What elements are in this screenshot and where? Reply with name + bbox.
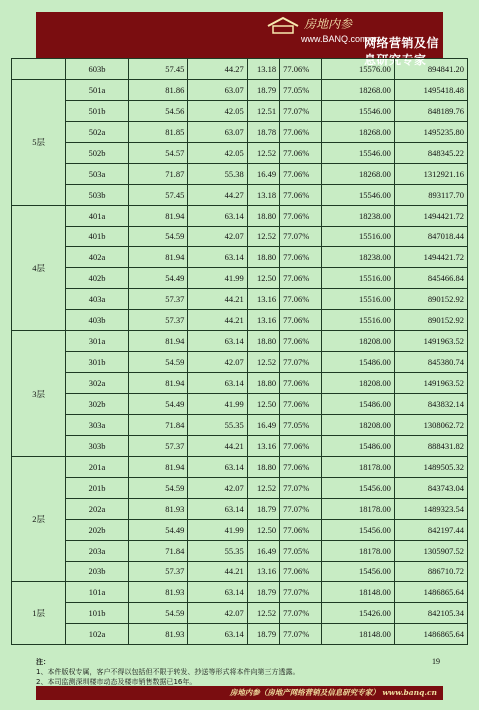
ratio-cell: 77.06% — [280, 59, 322, 80]
shared-area-cell: 12.50 — [247, 268, 279, 289]
shared-area-cell: 18.80 — [247, 247, 279, 268]
price-cell: 18238.00 — [321, 247, 394, 268]
note-line-1: 1、本件版权专属，客户不得以包括但不限于转发、抄送等形式将本件向第三方透露。 — [36, 668, 300, 676]
ratio-cell: 77.06% — [280, 184, 322, 205]
usable-area-cell: 42.07 — [188, 477, 247, 498]
unit-cell: 303b — [66, 435, 129, 456]
price-cell: 18178.00 — [321, 540, 394, 561]
area-cell: 57.45 — [128, 184, 187, 205]
shared-area-cell: 18.79 — [247, 582, 279, 603]
shared-area-cell: 16.49 — [247, 163, 279, 184]
table-row — [12, 331, 468, 352]
shared-area-cell: 12.52 — [247, 142, 279, 163]
unit-cell: 503a — [66, 163, 129, 184]
shared-area-cell: 13.16 — [247, 435, 279, 456]
table-row — [12, 519, 468, 540]
area-cell: 81.94 — [128, 205, 187, 226]
ratio-cell: 77.06% — [280, 331, 322, 352]
price-cell: 15456.00 — [321, 519, 394, 540]
usable-area-cell: 63.14 — [188, 205, 247, 226]
table-row — [12, 226, 468, 247]
usable-area-cell: 42.05 — [188, 142, 247, 163]
total-cell: 893117.70 — [394, 184, 467, 205]
table-row — [12, 456, 468, 477]
area-cell: 81.85 — [128, 121, 187, 142]
ratio-cell: 77.07% — [280, 477, 322, 498]
price-cell: 15516.00 — [321, 268, 394, 289]
usable-area-cell: 63.14 — [188, 456, 247, 477]
usable-area-cell: 55.38 — [188, 163, 247, 184]
area-cell: 81.86 — [128, 79, 187, 100]
table-row — [12, 268, 468, 289]
price-cell: 15546.00 — [321, 184, 394, 205]
floor-label: 2层 — [12, 456, 66, 582]
ratio-cell: 77.06% — [280, 205, 322, 226]
price-cell: 18208.00 — [321, 331, 394, 352]
footer-bar: 房地内参（房地产网络营销及信息研究专家） www.banq.cn — [36, 686, 443, 700]
page-number: 19 — [432, 657, 440, 666]
unit-cell: 503b — [66, 184, 129, 205]
usable-area-cell: 63.14 — [188, 331, 247, 352]
shared-area-cell: 18.80 — [247, 331, 279, 352]
area-cell: 54.49 — [128, 268, 187, 289]
area-cell: 81.94 — [128, 247, 187, 268]
shared-area-cell: 18.78 — [247, 121, 279, 142]
table-row — [12, 414, 468, 435]
total-cell: 843832.14 — [394, 394, 467, 415]
price-cell: 15576.00 — [321, 59, 394, 80]
price-cell: 15546.00 — [321, 142, 394, 163]
brand-name: 房地内参 — [304, 17, 353, 31]
table-row — [12, 603, 468, 624]
unit-cell: 502b — [66, 142, 129, 163]
usable-area-cell: 41.99 — [188, 268, 247, 289]
shared-area-cell: 18.79 — [247, 79, 279, 100]
shared-area-cell: 12.50 — [247, 394, 279, 415]
total-cell: 848345.22 — [394, 142, 467, 163]
total-cell: 845380.74 — [394, 352, 467, 373]
usable-area-cell: 41.99 — [188, 519, 247, 540]
shared-area-cell: 16.49 — [247, 540, 279, 561]
total-cell: 1486865.64 — [394, 582, 467, 603]
shared-area-cell: 18.80 — [247, 456, 279, 477]
area-cell: 57.37 — [128, 561, 187, 582]
ratio-cell: 77.07% — [280, 603, 322, 624]
brand-slogan: 网络营销及信息研究专家 — [364, 36, 440, 67]
shared-area-cell: 13.16 — [247, 310, 279, 331]
usable-area-cell: 41.99 — [188, 394, 247, 415]
price-cell: 18268.00 — [321, 163, 394, 184]
brand-url: www.BANQ.com.cn — [301, 34, 380, 44]
shared-area-cell: 12.51 — [247, 100, 279, 121]
house-logo-icon — [266, 16, 300, 34]
ratio-cell: 77.06% — [280, 394, 322, 415]
total-cell: 845466.84 — [394, 268, 467, 289]
ratio-cell: 77.07% — [280, 498, 322, 519]
unit-cell: 401b — [66, 226, 129, 247]
usable-area-cell: 42.05 — [188, 100, 247, 121]
shared-area-cell: 12.52 — [247, 603, 279, 624]
table-row — [12, 394, 468, 415]
ratio-cell: 77.07% — [280, 100, 322, 121]
table-row — [12, 582, 468, 603]
table-row — [12, 184, 468, 205]
area-cell: 57.37 — [128, 310, 187, 331]
area-cell: 71.84 — [128, 414, 187, 435]
price-cell: 15456.00 — [321, 477, 394, 498]
notes-label: 注： — [36, 658, 50, 666]
table-row — [12, 477, 468, 498]
usable-area-cell: 42.07 — [188, 352, 247, 373]
ratio-cell: 77.07% — [280, 582, 322, 603]
shared-area-cell: 13.18 — [247, 59, 279, 80]
total-cell: 847018.44 — [394, 226, 467, 247]
unit-cell: 402a — [66, 247, 129, 268]
area-cell: 54.57 — [128, 142, 187, 163]
ratio-cell: 77.06% — [280, 247, 322, 268]
price-cell: 18178.00 — [321, 456, 394, 477]
total-cell: 1495235.80 — [394, 121, 467, 142]
floor-label: 1层 — [12, 582, 66, 645]
total-cell: 1491963.52 — [394, 331, 467, 352]
unit-cell: 502a — [66, 121, 129, 142]
total-cell: 848189.76 — [394, 100, 467, 121]
usable-area-cell: 44.21 — [188, 310, 247, 331]
usable-area-cell: 63.14 — [188, 247, 247, 268]
price-cell: 18238.00 — [321, 205, 394, 226]
usable-area-cell: 44.27 — [188, 59, 247, 80]
ratio-cell: 77.06% — [280, 310, 322, 331]
unit-cell: 203b — [66, 561, 129, 582]
table-row — [12, 59, 468, 80]
price-cell: 18208.00 — [321, 414, 394, 435]
table-row — [12, 561, 468, 582]
area-cell: 81.94 — [128, 331, 187, 352]
table-row — [12, 289, 468, 310]
price-cell: 15456.00 — [321, 561, 394, 582]
floor-label: 3层 — [12, 331, 66, 457]
price-cell: 15516.00 — [321, 289, 394, 310]
usable-area-cell: 63.07 — [188, 79, 247, 100]
unit-cell: 501b — [66, 100, 129, 121]
note-line-2: 2、本司监测深圳楼市动态及楼市销售数据已16年。 — [36, 678, 197, 686]
total-cell: 1494421.72 — [394, 205, 467, 226]
shared-area-cell: 13.18 — [247, 184, 279, 205]
usable-area-cell: 55.35 — [188, 540, 247, 561]
total-cell: 1486865.64 — [394, 624, 467, 645]
total-cell: 1491963.52 — [394, 373, 467, 394]
total-cell: 1308062.72 — [394, 414, 467, 435]
footer-notes — [36, 657, 436, 687]
price-cell: 15486.00 — [321, 352, 394, 373]
total-cell: 1312921.16 — [394, 163, 467, 184]
price-cell: 18268.00 — [321, 121, 394, 142]
ratio-cell: 77.05% — [280, 414, 322, 435]
table-row — [12, 100, 468, 121]
area-cell: 81.94 — [128, 373, 187, 394]
area-cell: 54.59 — [128, 477, 187, 498]
unit-cell: 102a — [66, 624, 129, 645]
total-cell: 1495418.48 — [394, 79, 467, 100]
unit-cell: 402b — [66, 268, 129, 289]
table-row — [12, 498, 468, 519]
unit-cell: 202b — [66, 519, 129, 540]
unit-cell: 403a — [66, 289, 129, 310]
ratio-cell: 77.06% — [280, 289, 322, 310]
area-cell: 81.93 — [128, 582, 187, 603]
total-cell: 842105.34 — [394, 603, 467, 624]
area-cell: 57.37 — [128, 289, 187, 310]
unit-cell: 302b — [66, 394, 129, 415]
total-cell: 886710.72 — [394, 561, 467, 582]
price-cell: 18268.00 — [321, 79, 394, 100]
ratio-cell: 77.06% — [280, 142, 322, 163]
unit-cell: 101a — [66, 582, 129, 603]
unit-cell: 301a — [66, 331, 129, 352]
unit-cell: 201b — [66, 477, 129, 498]
usable-area-cell: 42.07 — [188, 603, 247, 624]
shared-area-cell: 18.79 — [247, 498, 279, 519]
price-cell: 15426.00 — [321, 603, 394, 624]
area-cell: 54.59 — [128, 603, 187, 624]
area-cell: 81.93 — [128, 498, 187, 519]
price-cell: 15546.00 — [321, 100, 394, 121]
price-cell: 15486.00 — [321, 394, 394, 415]
usable-area-cell: 63.14 — [188, 582, 247, 603]
unit-cell: 301b — [66, 352, 129, 373]
usable-area-cell: 42.07 — [188, 226, 247, 247]
ratio-cell: 77.06% — [280, 268, 322, 289]
area-cell: 81.94 — [128, 456, 187, 477]
shared-area-cell: 13.16 — [247, 289, 279, 310]
table-row — [12, 205, 468, 226]
area-cell: 54.56 — [128, 100, 187, 121]
ratio-cell: 77.06% — [280, 163, 322, 184]
ratio-cell: 77.06% — [280, 456, 322, 477]
table-row — [12, 310, 468, 331]
price-cell: 18148.00 — [321, 624, 394, 645]
usable-area-cell: 44.21 — [188, 289, 247, 310]
total-cell: 890152.92 — [394, 289, 467, 310]
table-row — [12, 435, 468, 456]
table-row — [12, 121, 468, 142]
unit-cell: 203a — [66, 540, 129, 561]
unit-cell: 303a — [66, 414, 129, 435]
area-cell: 57.37 — [128, 435, 187, 456]
area-cell: 71.84 — [128, 540, 187, 561]
ratio-cell: 77.05% — [280, 540, 322, 561]
shared-area-cell: 16.49 — [247, 414, 279, 435]
total-cell: 890152.92 — [394, 310, 467, 331]
table-row — [12, 624, 468, 645]
price-cell: 18208.00 — [321, 373, 394, 394]
table-row — [12, 540, 468, 561]
area-cell: 54.59 — [128, 352, 187, 373]
total-cell: 1305907.52 — [394, 540, 467, 561]
total-cell: 1494421.72 — [394, 247, 467, 268]
usable-area-cell: 44.21 — [188, 561, 247, 582]
table-row — [12, 373, 468, 394]
units-table — [11, 58, 468, 645]
ratio-cell: 77.07% — [280, 624, 322, 645]
price-cell: 18148.00 — [321, 582, 394, 603]
total-cell: 843743.04 — [394, 477, 467, 498]
area-cell: 54.59 — [128, 226, 187, 247]
unit-cell: 401a — [66, 205, 129, 226]
table-row — [12, 79, 468, 100]
ratio-cell: 77.05% — [280, 79, 322, 100]
unit-cell: 202a — [66, 498, 129, 519]
total-cell: 888431.82 — [394, 435, 467, 456]
area-cell: 54.49 — [128, 394, 187, 415]
unit-cell: 302a — [66, 373, 129, 394]
usable-area-cell: 55.35 — [188, 414, 247, 435]
ratio-cell: 77.07% — [280, 226, 322, 247]
unit-cell: 403b — [66, 310, 129, 331]
ratio-cell: 77.07% — [280, 352, 322, 373]
floor-label: 5层 — [12, 79, 66, 205]
ratio-cell: 77.06% — [280, 373, 322, 394]
table-row — [12, 352, 468, 373]
price-cell: 15516.00 — [321, 310, 394, 331]
shared-area-cell: 12.50 — [247, 519, 279, 540]
ratio-cell: 77.06% — [280, 121, 322, 142]
ratio-cell: 77.06% — [280, 519, 322, 540]
floor-label — [12, 59, 66, 80]
ratio-cell: 77.06% — [280, 561, 322, 582]
area-cell: 57.45 — [128, 59, 187, 80]
shared-area-cell: 12.52 — [247, 352, 279, 373]
unit-cell: 603b — [66, 59, 129, 80]
total-cell: 842197.44 — [394, 519, 467, 540]
usable-area-cell: 44.27 — [188, 184, 247, 205]
price-cell: 15516.00 — [321, 226, 394, 247]
shared-area-cell: 18.80 — [247, 373, 279, 394]
usable-area-cell: 63.14 — [188, 498, 247, 519]
header-banner — [36, 12, 443, 67]
price-cell: 18178.00 — [321, 498, 394, 519]
shared-area-cell: 18.80 — [247, 205, 279, 226]
usable-area-cell: 63.07 — [188, 121, 247, 142]
unit-cell: 101b — [66, 603, 129, 624]
table-row — [12, 142, 468, 163]
total-cell: 1489505.32 — [394, 456, 467, 477]
shared-area-cell: 13.16 — [247, 561, 279, 582]
area-cell: 54.49 — [128, 519, 187, 540]
shared-area-cell: 18.79 — [247, 624, 279, 645]
ratio-cell: 77.06% — [280, 435, 322, 456]
unit-cell: 501a — [66, 79, 129, 100]
total-cell: 1489323.54 — [394, 498, 467, 519]
table-row — [12, 163, 468, 184]
total-cell: 894841.20 — [394, 59, 467, 80]
area-cell: 71.87 — [128, 163, 187, 184]
price-cell: 15486.00 — [321, 435, 394, 456]
floor-label: 4层 — [12, 205, 66, 331]
table-row — [12, 247, 468, 268]
shared-area-cell: 12.52 — [247, 226, 279, 247]
usable-area-cell: 63.14 — [188, 624, 247, 645]
shared-area-cell: 12.52 — [247, 477, 279, 498]
unit-cell: 201a — [66, 456, 129, 477]
area-cell: 81.93 — [128, 624, 187, 645]
usable-area-cell: 44.21 — [188, 435, 247, 456]
usable-area-cell: 63.14 — [188, 373, 247, 394]
